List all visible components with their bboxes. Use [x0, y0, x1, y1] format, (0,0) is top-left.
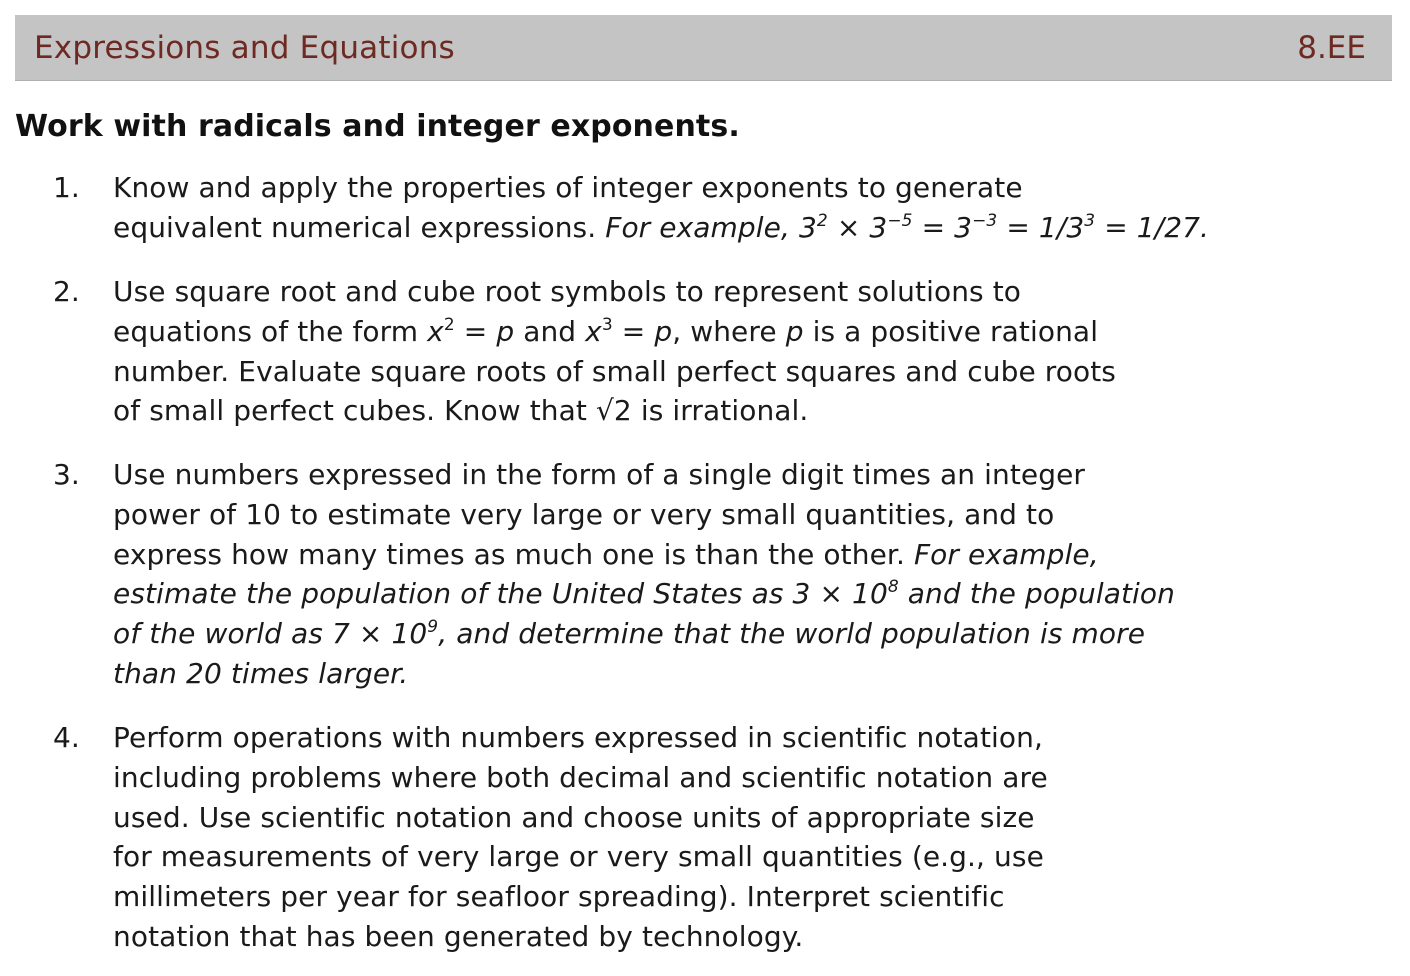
standard-line: number. Evaluate square roots of small perfect squares and cube roots: [113, 354, 1116, 388]
standard-number: 4.: [53, 721, 80, 754]
text-run: and the population: [898, 577, 1176, 611]
standard-line: used. Use scientific notation and choose units of appropriate size: [113, 800, 1035, 834]
text-run: For example, 3: [605, 210, 817, 244]
text-run: = 3: [912, 210, 973, 244]
standard-line: Use square root and cube root symbols to represent solutions to: [113, 275, 1022, 308]
standard-text: [113, 272, 1393, 431]
exponent: 2: [816, 210, 828, 231]
exponent: 9: [427, 617, 439, 638]
text-run: of the world as 7 × 10: [113, 617, 428, 651]
text-run: = 1/3: [997, 210, 1085, 244]
text-run: equations of the form: [113, 314, 428, 348]
variable: p: [496, 314, 515, 348]
text-run: = 1/27.: [1095, 210, 1210, 244]
exponent: −3: [972, 210, 998, 231]
exponent: 2: [443, 314, 455, 335]
standard-text: [113, 168, 1393, 248]
text-run: =: [454, 314, 497, 348]
text-run: equivalent numerical expressions.: [113, 210, 606, 244]
standard-number: 1.: [53, 171, 80, 204]
standard-line: notation that has been generated by technology.: [113, 919, 804, 953]
standard-line: power of 10 to estimate very large or very small quantities, and to: [113, 497, 1055, 531]
standard-line: [113, 535, 1393, 575]
variable: x: [427, 314, 444, 348]
standard-line: than 20 times larger.: [113, 656, 409, 690]
text-run: × 3: [827, 210, 888, 244]
domain-code: 8.EE: [1297, 30, 1366, 66]
standard-number: 2.: [53, 275, 80, 308]
variable: x: [585, 314, 602, 348]
standard-line: millimeters per year for seafloor spreading). Interpret scientific: [113, 880, 1005, 914]
text-run: estimate the population of the United States as 3 × 10: [113, 577, 888, 611]
standard-line: including problems where both decimal and scientific notation are: [113, 760, 1048, 794]
text-run: express how many times as much one is than the other.: [113, 537, 914, 571]
exponent: 8: [887, 577, 899, 598]
standard-text: [113, 718, 1393, 957]
exponent: 3: [1084, 210, 1096, 231]
standard-number: 3.: [53, 458, 80, 491]
standard-line: [113, 614, 1393, 654]
example-text: [605, 211, 1209, 244]
exponent: −5: [887, 210, 913, 231]
standard-line: Perform operations with numbers expressed in scientific notation,: [113, 721, 1043, 754]
standard-line: Use numbers expressed in the form of a single digit times an integer: [113, 458, 1086, 491]
standard-text: [113, 455, 1393, 694]
standard-line: [113, 574, 1393, 614]
variable: p: [654, 314, 673, 348]
cluster-heading: Work with radicals and integer exponents.: [15, 109, 740, 144]
domain-header-bar: [15, 15, 1392, 81]
exponent: 3: [601, 314, 613, 335]
text-run: is a positive rational: [803, 314, 1099, 348]
variable: p: [785, 314, 804, 348]
text-run: and: [514, 314, 586, 348]
text-run: , and determine that the world population is more: [438, 617, 1146, 651]
standard-line: of small perfect cubes. Know that √2 is irrational.: [113, 394, 809, 428]
example-text: For example,: [913, 537, 1099, 571]
domain-title: Expressions and Equations: [34, 30, 455, 66]
standard-line: [113, 312, 1393, 352]
standard-line: Know and apply the properties of integer exponents to generate: [113, 171, 1023, 204]
standard-line: for measurements of very large or very small quantities (e.g., use: [113, 840, 1044, 874]
text-run: , where: [672, 314, 786, 348]
standard-line: [113, 208, 1393, 248]
text-run: =: [612, 314, 655, 348]
